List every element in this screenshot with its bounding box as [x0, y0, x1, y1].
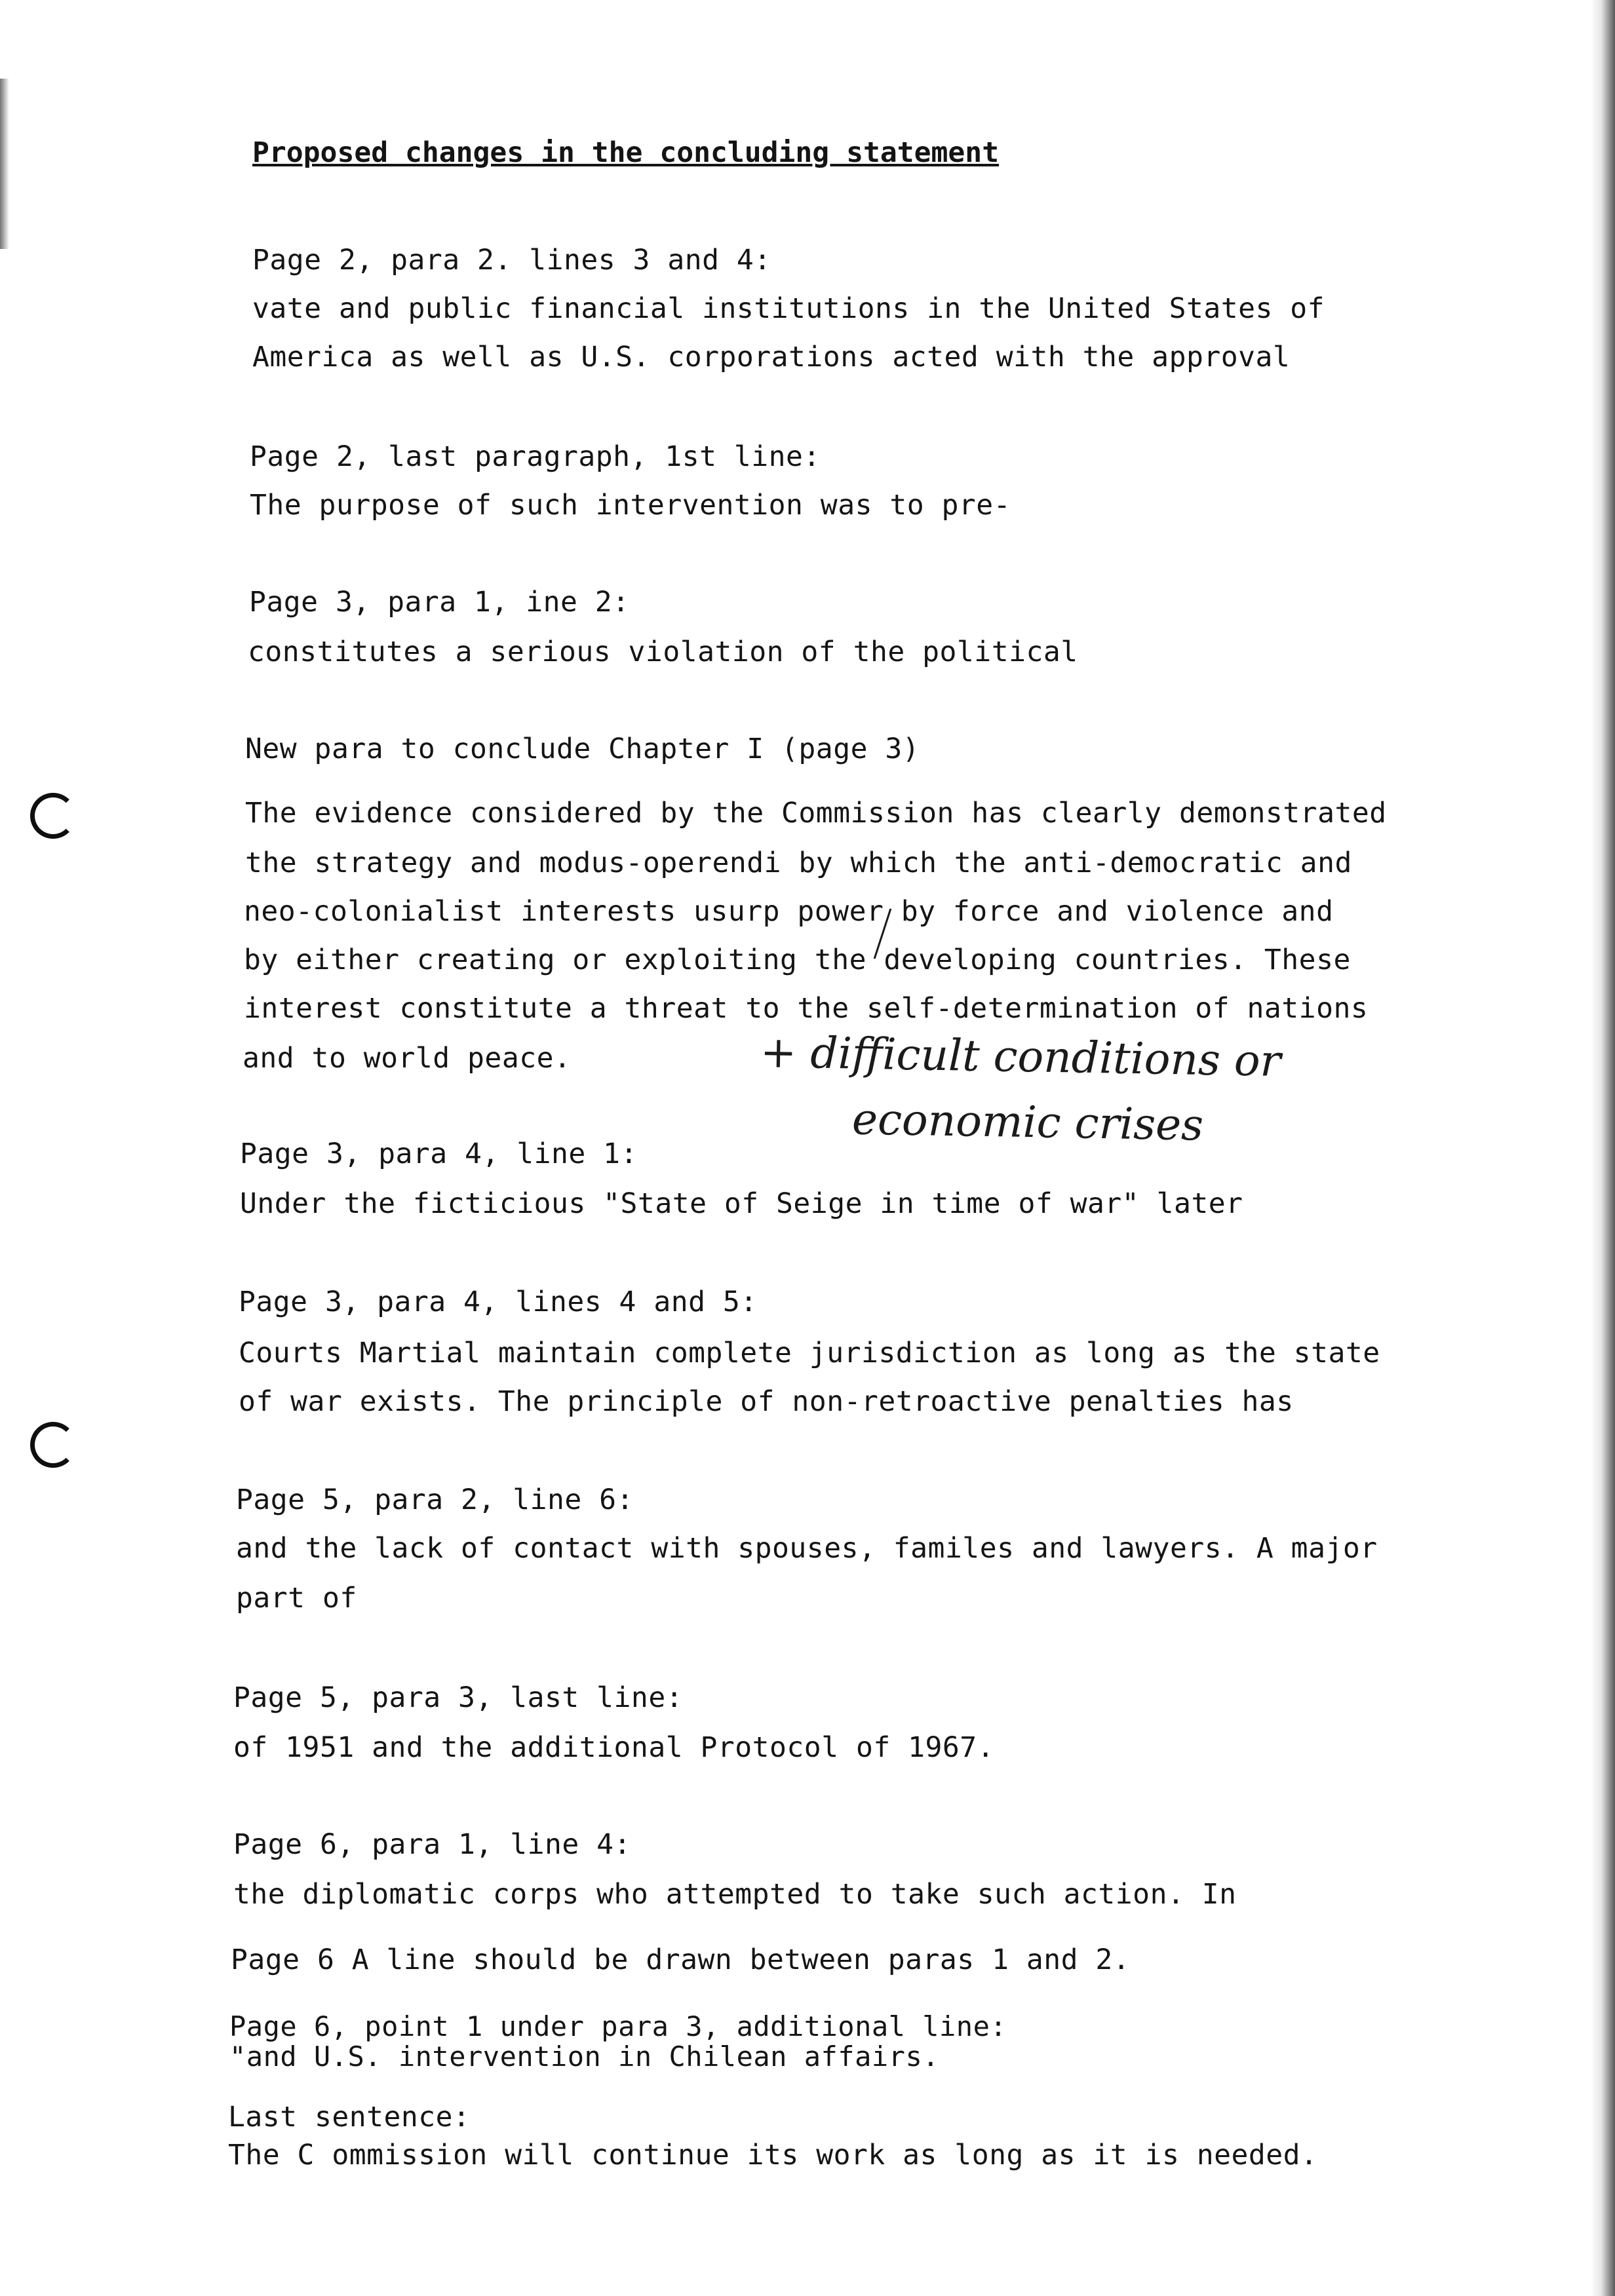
block-label: Last sentence: — [228, 2101, 471, 2133]
block-line: of war exists. The principle of non-retroactive penalties has — [239, 1385, 1294, 1418]
block-line: by either creating or exploiting the developing countries. These — [244, 944, 1351, 976]
block-label: Page 3, para 1, ine 2: — [249, 586, 630, 619]
block-line: neo-colonialist interests usurp power by force and violence and — [244, 895, 1334, 928]
block-line: interest constitute a threat to the self-determination of nations — [244, 992, 1369, 1025]
scan-shadow-left — [0, 79, 9, 249]
block-line: constitutes a serious violation of the political — [248, 636, 1078, 668]
block-line: vate and public financial institutions in the United States of — [252, 292, 1325, 325]
punch-hole-icon — [30, 1422, 76, 1468]
block-label: New para to conclude Chapter I (page 3) — [245, 733, 920, 765]
block-label: Page 6, para 1, line 4: — [233, 1828, 631, 1861]
block-line: The evidence considered by the Commission has clearly demonstrated — [245, 797, 1387, 830]
block-line: part of — [236, 1582, 357, 1615]
block-line: the diplomatic corps who attempted to take such action. In — [233, 1878, 1237, 1911]
block-label: Page 5, para 3, last line: — [233, 1681, 684, 1714]
block-line: of 1951 and the additional Protocol of 1967. — [233, 1731, 995, 1764]
block-label: Page 2, para 2. lines 3 and 4: — [252, 244, 771, 277]
block-line: the strategy and modus-operendi by which the anti-democratic and — [245, 847, 1352, 879]
block-label: Page 6 A line should be drawn between paras 1 and 2. — [231, 1943, 1131, 1976]
punch-hole-icon — [30, 793, 76, 839]
block-line: The C ommission will continue its work as long as it is needed. — [228, 2139, 1318, 2172]
block-label: Page 6, point 1 under para 3, additional line: — [229, 2010, 1007, 2042]
block-label: Page 3, para 4, line 1: — [240, 1138, 638, 1170]
block-line: and to world peace. — [243, 1042, 572, 1075]
block-line: The purpose of such intervention was to pre- — [250, 489, 1011, 522]
scan-shadow-right — [1590, 0, 1615, 2296]
block-line: Under the ficticious "State of Seige in time of war" later — [240, 1187, 1243, 1220]
block-label: Page 2, last paragraph, 1st line: — [250, 440, 821, 473]
block-line: Courts Martial maintain complete jurisdiction as long as the state — [239, 1337, 1380, 1369]
block-label: Page 5, para 2, line 6: — [236, 1483, 634, 1516]
block-label: Page 3, para 4, lines 4 and 5: — [239, 1286, 758, 1318]
block-line: and the lack of contact with spouses, familes and lawyers. A major — [236, 1532, 1378, 1565]
block-line: "and U.S. intervention in Chilean affairs. — [229, 2040, 940, 2073]
handwritten-note-line1: + difficult conditions or — [760, 1027, 1281, 1086]
block-line: America as well as U.S. corporations acted with the approval — [252, 341, 1291, 373]
page-title: Proposed changes in the concluding statement — [252, 136, 1000, 169]
handwritten-note-line2: economic crises — [851, 1094, 1204, 1151]
